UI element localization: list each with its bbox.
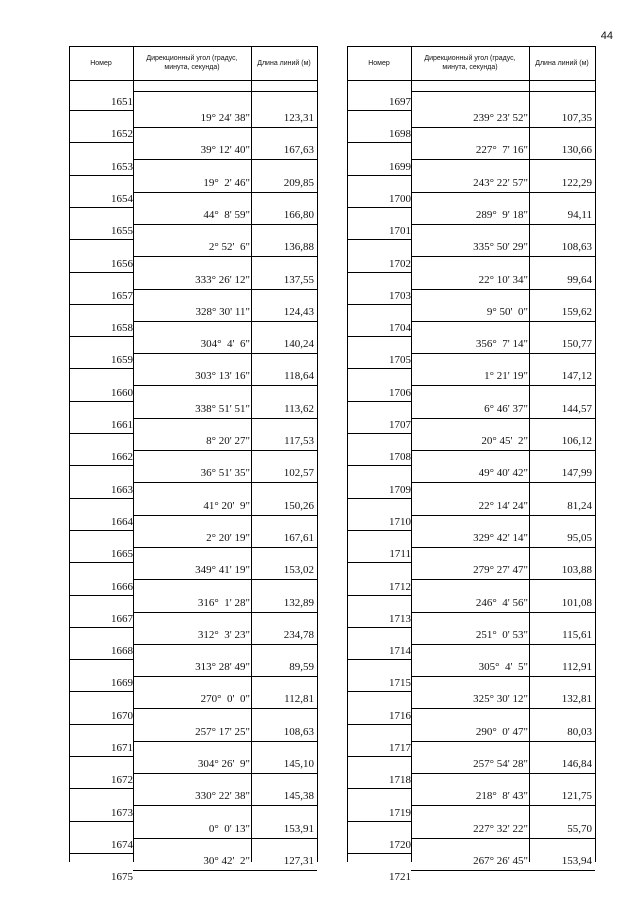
segment-row-rule: [133, 321, 317, 322]
number-row-rule: [347, 465, 411, 466]
number-row-rule: [69, 498, 133, 499]
point-number: 1665: [111, 548, 133, 561]
number-row-rule: [69, 691, 133, 692]
line-length: 144,57: [561, 402, 592, 415]
point-number: 1667: [111, 612, 133, 625]
point-number: 1666: [111, 580, 133, 593]
line-length: 167,61: [283, 531, 314, 544]
point-number: 1669: [111, 677, 133, 690]
segment-row-rule: [133, 676, 317, 677]
direction-angle: 267° 26' 45": [473, 854, 528, 867]
point-number: 1662: [111, 451, 133, 464]
line-length: 132,89: [283, 596, 314, 609]
line-length: 112,81: [284, 693, 314, 706]
line-length: 159,62: [561, 305, 592, 318]
number-row-rule: [69, 595, 133, 596]
point-number: 1704: [389, 322, 411, 335]
direction-angle: 251° 0' 53": [475, 628, 528, 641]
line-length: 166,80: [283, 208, 314, 221]
column-rule: [411, 46, 412, 862]
direction-angle: 304° 26' 9": [197, 758, 250, 770]
segment-row-rule: [133, 612, 317, 613]
direction-angle: 39° 12' 40": [200, 144, 250, 157]
point-number: 1713: [389, 612, 411, 625]
point-number: 1663: [111, 483, 133, 496]
segment-row-rule: [133, 805, 317, 806]
number-row-rule: [69, 401, 133, 402]
point-number: 1719: [389, 806, 411, 819]
line-length: 153,94: [561, 854, 592, 867]
line-length: 55,70: [567, 822, 592, 835]
segment-row-rule: [133, 547, 317, 548]
segment-row-rule: [411, 644, 595, 645]
line-length: 124,43: [283, 305, 314, 318]
direction-angle: 9° 50' 0": [486, 305, 528, 318]
header-bottom-rule: [347, 80, 595, 81]
header-length: Длина линий (м): [257, 59, 311, 67]
point-number: 1702: [389, 257, 411, 270]
segment-row-rule: [411, 773, 595, 774]
point-number: 1671: [111, 742, 133, 754]
number-row-rule: [69, 110, 133, 111]
column-rule: [251, 46, 252, 862]
line-length: 123,31: [283, 112, 314, 124]
segment-row-rule: [133, 838, 317, 839]
header-length: Длина линий (м): [535, 59, 589, 67]
line-length: 145,10: [283, 758, 314, 770]
point-number: 1707: [389, 419, 411, 431]
point-number: 1699: [389, 160, 411, 173]
segment-row-rule: [133, 127, 317, 128]
number-row-rule: [347, 724, 411, 725]
direction-angle: 333° 26' 12": [195, 273, 250, 286]
direction-angle: 325° 30' 12": [473, 693, 528, 706]
line-length: 234,78: [283, 628, 314, 641]
line-length: 136,88: [283, 241, 314, 254]
number-row-rule: [69, 272, 133, 273]
line-length: 130,66: [561, 144, 592, 157]
line-length: 127,31: [283, 854, 314, 867]
segment-row-rule: [411, 450, 595, 451]
direction-angle: 41° 20' 9": [203, 499, 250, 512]
direction-angle: 303° 13' 16": [195, 370, 250, 383]
line-length: 89,59: [289, 661, 314, 674]
line-length: 112,91: [562, 661, 592, 674]
header-angle: Дирекционный угол (градус, минута, секунда): [146, 55, 238, 71]
direction-angle: 356° 7' 14": [475, 338, 528, 351]
segment-row-rule: [411, 127, 595, 128]
column-rule: [317, 46, 318, 862]
line-length: 107,35: [561, 112, 592, 124]
segment-row-rule: [133, 515, 317, 516]
direction-angle: 313° 28' 49": [195, 661, 250, 674]
line-length: 102,57: [283, 467, 314, 480]
point-number: 1716: [389, 709, 411, 722]
line-length: 103,88: [561, 564, 592, 577]
segment-row-rule: [133, 224, 317, 225]
point-number: 1668: [111, 645, 133, 658]
direction-angle: 328° 30' 11": [195, 305, 250, 318]
direction-angle: 2° 20' 19": [206, 531, 250, 544]
line-length: 137,55: [283, 273, 314, 286]
segment-row-rule: [411, 321, 595, 322]
direction-angle: 22° 10' 34": [478, 273, 528, 286]
segment-row-rule: [411, 192, 595, 193]
header-number: Номер: [90, 59, 112, 67]
direction-angle: 305° 4' 5": [478, 661, 528, 674]
number-row-rule: [347, 562, 411, 563]
line-length: 99,64: [567, 273, 592, 286]
number-row-rule: [69, 304, 133, 305]
point-number: 1715: [389, 677, 411, 690]
number-row-rule: [347, 207, 411, 208]
direction-angle: 279° 27' 47": [473, 564, 528, 577]
direction-angle: 227° 7' 16": [475, 144, 528, 157]
direction-angle: 19° 2' 46": [203, 176, 250, 189]
number-row-rule: [69, 207, 133, 208]
point-number: 1721: [389, 871, 411, 884]
point-number: 1655: [111, 225, 133, 238]
direction-angle: 312° 3' 23": [197, 628, 250, 641]
number-row-rule: [347, 175, 411, 176]
point-number: 1674: [111, 838, 133, 851]
number-row-rule: [69, 724, 133, 725]
direction-angle: 246° 4' 56": [475, 596, 528, 609]
number-row-rule: [347, 853, 411, 854]
point-number: 1658: [111, 322, 133, 335]
direction-angle: 335° 50' 29": [473, 241, 528, 254]
direction-angle: 227° 32' 22": [473, 822, 528, 835]
direction-angle: 270° 0' 0": [200, 693, 250, 706]
page-number: 44: [600, 30, 613, 42]
number-row-rule: [69, 433, 133, 434]
segment-row-rule: [133, 644, 317, 645]
line-length: 209,85: [283, 176, 314, 189]
segment-row-rule: [411, 515, 595, 516]
line-length: 153,91: [283, 822, 314, 835]
point-number: 1664: [111, 515, 133, 528]
line-length: 108,63: [561, 241, 592, 254]
column-rule: [529, 46, 530, 862]
segment-row-rule: [133, 579, 317, 580]
number-row-rule: [347, 433, 411, 434]
point-number: 1717: [389, 742, 411, 754]
point-number: 1656: [111, 257, 133, 270]
segment-row-rule: [411, 385, 595, 386]
point-number: 1673: [111, 806, 133, 819]
line-length: 108,63: [283, 725, 314, 738]
segment-row-rule: [411, 676, 595, 677]
column-rule: [133, 46, 134, 862]
segment-row-rule: [411, 708, 595, 709]
number-row-rule: [347, 239, 411, 240]
point-number: 1701: [389, 225, 411, 238]
segment-row-rule: [411, 418, 595, 419]
segment-row-rule: [411, 579, 595, 580]
number-row-rule: [347, 142, 411, 143]
direction-angle: 329° 42' 14": [473, 531, 528, 544]
segment-row-rule: [133, 192, 317, 193]
point-number: 1711: [389, 548, 411, 561]
number-row-rule: [69, 142, 133, 143]
point-number: 1709: [389, 483, 411, 496]
direction-angle: 349° 41' 19": [195, 564, 250, 577]
number-row-rule: [347, 272, 411, 273]
line-length: 113,62: [284, 402, 314, 415]
segment-row-rule: [411, 870, 595, 871]
number-row-rule: [347, 304, 411, 305]
line-length: 146,84: [561, 758, 592, 770]
direction-angle: 257° 17' 25": [195, 725, 250, 738]
direction-angle: 338° 51' 51": [195, 402, 250, 415]
point-number: 1672: [111, 774, 133, 787]
segment-row-rule: [133, 418, 317, 419]
segment-row-rule: [411, 159, 595, 160]
line-length: 132,81: [561, 693, 592, 706]
point-number: 1718: [389, 774, 411, 787]
segment-row-rule: [133, 482, 317, 483]
number-row-rule: [347, 821, 411, 822]
number-row-rule: [69, 175, 133, 176]
number-row-rule: [69, 821, 133, 822]
point-number: 1710: [389, 515, 411, 528]
point-number: 1653: [111, 160, 133, 173]
number-row-rule: [69, 853, 133, 854]
number-row-rule: [69, 336, 133, 337]
segment-row-rule: [411, 838, 595, 839]
point-number: 1675: [111, 871, 133, 884]
point-number: 1706: [389, 386, 411, 399]
direction-angle: 44° 8' 59": [203, 208, 250, 221]
direction-angle: 330° 22' 38": [195, 790, 250, 803]
point-number: 1712: [389, 580, 411, 593]
point-number: 1708: [389, 451, 411, 464]
line-length: 167,63: [283, 144, 314, 157]
direction-angle: 1° 21' 19": [484, 370, 528, 383]
segment-row-rule: [133, 385, 317, 386]
point-number: 1697: [389, 96, 411, 108]
line-length: 118,64: [284, 370, 314, 383]
segment-row-rule: [133, 773, 317, 774]
direction-angle: 49° 40' 42": [478, 467, 528, 480]
segment-row-rule: [411, 224, 595, 225]
segment-row-rule: [133, 159, 317, 160]
point-number: 1657: [111, 289, 133, 302]
subheader-rule: [411, 91, 595, 92]
number-row-rule: [347, 498, 411, 499]
number-row-rule: [347, 530, 411, 531]
line-length: 147,99: [561, 467, 592, 480]
direction-angle: 243° 22' 57": [473, 176, 528, 189]
number-row-rule: [347, 401, 411, 402]
number-row-rule: [69, 465, 133, 466]
segment-row-rule: [411, 482, 595, 483]
line-length: 153,02: [283, 564, 314, 577]
header-number: Номер: [368, 59, 390, 67]
direction-angle: 22° 14' 24": [478, 499, 528, 512]
line-length: 101,08: [561, 596, 592, 609]
number-row-rule: [69, 530, 133, 531]
line-length: 150,77: [561, 338, 592, 351]
coordinates-table-right: [347, 46, 595, 884]
point-number: 1705: [389, 354, 411, 367]
point-number: 1700: [389, 192, 411, 205]
direction-angle: 19° 24' 38": [200, 112, 250, 124]
number-row-rule: [347, 788, 411, 789]
segment-row-rule: [133, 450, 317, 451]
segment-row-rule: [411, 289, 595, 290]
number-row-rule: [69, 788, 133, 789]
number-row-rule: [347, 595, 411, 596]
point-number: 1714: [389, 645, 411, 658]
column-rule: [595, 46, 596, 862]
number-row-rule: [347, 368, 411, 369]
segment-row-rule: [133, 708, 317, 709]
segment-row-rule: [133, 289, 317, 290]
direction-angle: 36° 51' 35": [200, 467, 250, 480]
number-row-rule: [69, 659, 133, 660]
line-length: 106,12: [561, 435, 592, 447]
direction-angle: 30° 42' 2": [203, 854, 250, 867]
direction-angle: 6° 46' 37": [484, 402, 528, 415]
header-angle: Дирекционный угол (градус, минута, секунда): [424, 55, 516, 71]
line-length: 147,12: [561, 370, 592, 383]
coordinates-table-left: [69, 46, 317, 884]
point-number: 1660: [111, 386, 133, 399]
number-row-rule: [69, 368, 133, 369]
line-length: 80,03: [567, 725, 592, 738]
line-length: 94,11: [567, 208, 592, 221]
direction-angle: 20° 45' 2": [481, 435, 528, 447]
number-row-rule: [347, 659, 411, 660]
point-number: 1661: [111, 419, 133, 431]
line-length: 150,26: [283, 499, 314, 512]
number-row-rule: [347, 756, 411, 757]
segment-row-rule: [133, 741, 317, 742]
point-number: 1651: [111, 96, 133, 108]
direction-angle: 316° 1' 28": [197, 596, 250, 609]
direction-angle: 218° 8' 43": [475, 790, 528, 803]
segment-row-rule: [411, 805, 595, 806]
direction-angle: 257° 54' 28": [473, 758, 528, 770]
line-length: 122,29: [561, 176, 592, 189]
header-bottom-rule: [69, 80, 317, 81]
number-row-rule: [69, 239, 133, 240]
line-length: 95,05: [567, 531, 592, 544]
segment-row-rule: [411, 741, 595, 742]
point-number: 1698: [389, 128, 411, 141]
number-row-rule: [347, 691, 411, 692]
direction-angle: 0° 0' 13": [208, 822, 250, 835]
direction-angle: 290° 0' 47": [475, 725, 528, 738]
direction-angle: 289° 9' 18": [475, 208, 528, 221]
number-row-rule: [69, 562, 133, 563]
number-row-rule: [347, 627, 411, 628]
segment-row-rule: [133, 353, 317, 354]
segment-row-rule: [133, 256, 317, 257]
segment-row-rule: [411, 353, 595, 354]
line-length: 117,53: [284, 435, 314, 447]
number-row-rule: [69, 627, 133, 628]
segment-row-rule: [133, 870, 317, 871]
direction-angle: 239° 23' 52": [473, 112, 528, 124]
direction-angle: 8° 20' 27": [206, 435, 250, 447]
point-number: 1654: [111, 192, 133, 205]
point-number: 1670: [111, 709, 133, 722]
point-number: 1703: [389, 289, 411, 302]
segment-row-rule: [411, 547, 595, 548]
line-length: 140,24: [283, 338, 314, 351]
number-row-rule: [347, 336, 411, 337]
line-length: 145,38: [283, 790, 314, 803]
direction-angle: 304° 4' 6": [200, 338, 250, 351]
point-number: 1659: [111, 354, 133, 367]
point-number: 1652: [111, 128, 133, 141]
line-length: 121,75: [561, 790, 592, 803]
number-row-rule: [347, 110, 411, 111]
line-length: 81,24: [567, 499, 592, 512]
segment-row-rule: [411, 256, 595, 257]
direction-angle: 2° 52' 6": [208, 241, 250, 254]
segment-row-rule: [411, 612, 595, 613]
number-row-rule: [69, 756, 133, 757]
point-number: 1720: [389, 838, 411, 851]
line-length: 115,61: [562, 628, 592, 641]
subheader-rule: [133, 91, 317, 92]
